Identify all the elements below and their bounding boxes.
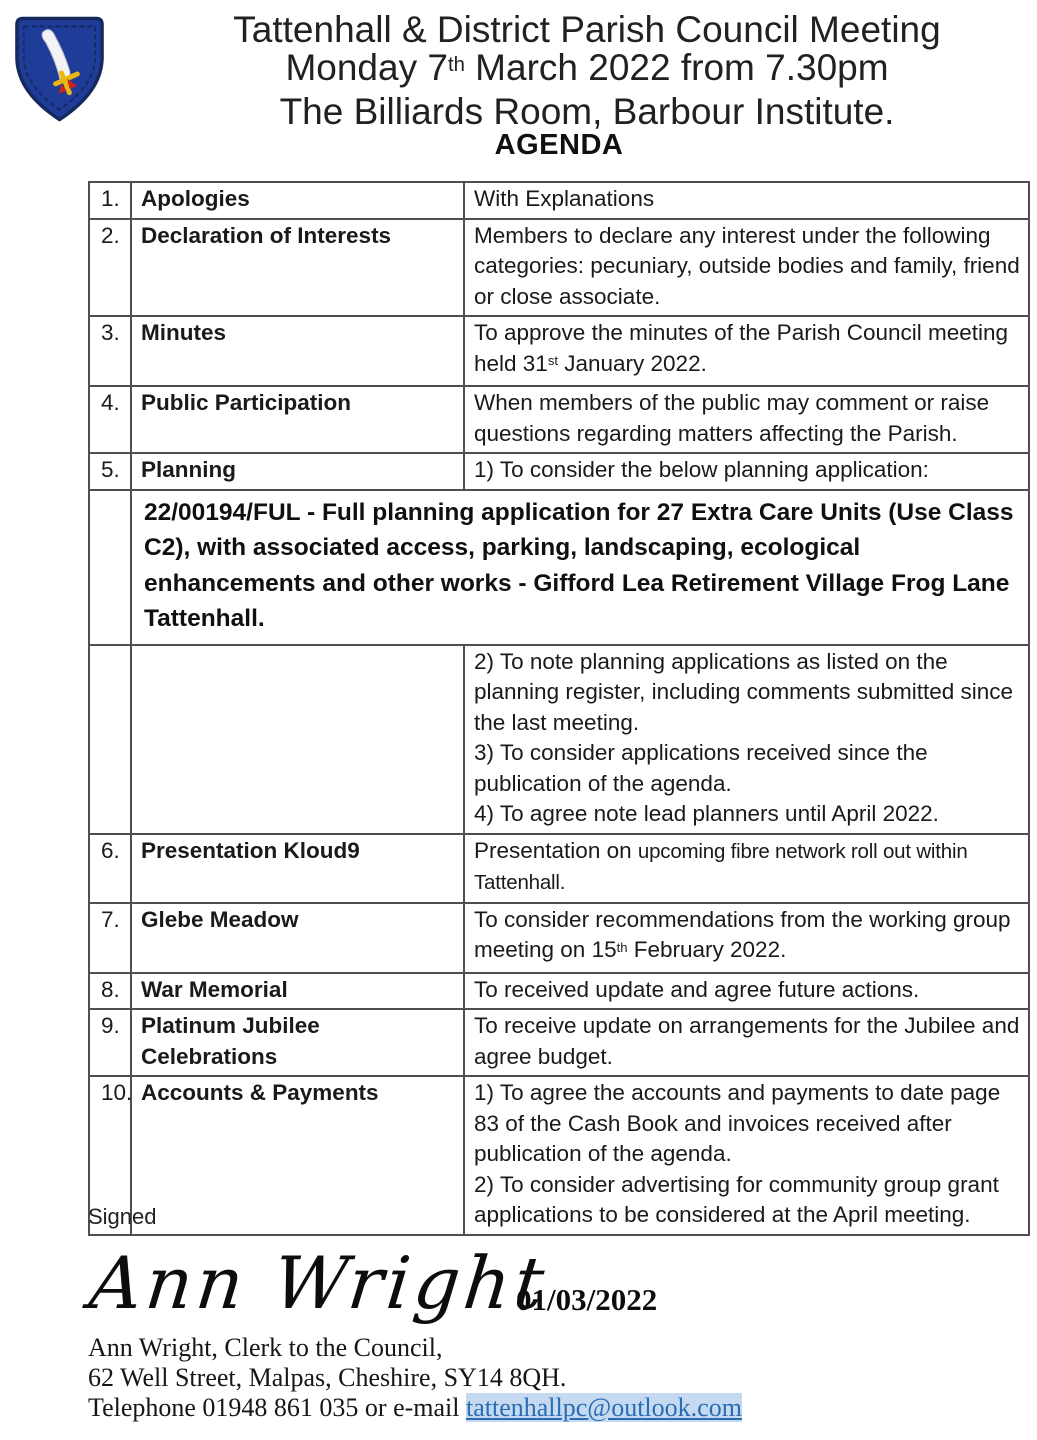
item-number: 1. [89,182,131,219]
table-row-presentation-kloud9 [89,834,1029,903]
desc-paragraph: 1) To agree the accounts and payments to date page 83 of the Cash Book and invoices received after publication of the agenda. [474,1080,1001,1166]
desc-paragraph: 3) To consider applications received since the publication of the agenda. [474,740,928,796]
agenda-table [88,181,1030,1236]
item-desc: 1) To consider the below planning application: [464,453,1029,490]
item-number: 7. [89,903,131,973]
telephone-line: Telephone 01948 861 035 or e-mail tattenhallpc@outlook.com [88,1393,742,1422]
item-title: Glebe Meadow [131,903,464,973]
desc-paragraph: 4) To agree note lead planners until April 2022. [474,801,939,826]
item-title: Minutes [131,316,464,386]
table-row-minutes [89,316,1029,386]
desc-paragraph: 2) To consider advertising for community group grant applications to be considered at the April meeting. [474,1171,999,1227]
signature-date: 01/03/2022 [516,1282,658,1317]
date-ordinal-superscript: st [547,353,558,369]
agenda-heading: AGENDA [494,129,624,161]
email-link[interactable]: tattenhallpc@outlook.com [465,1393,742,1422]
item-title [131,645,464,834]
item-number: 9. [89,1009,131,1076]
clerk-line: Ann Wright, Clerk to the Council, [88,1333,443,1362]
item-desc: To approve the minutes of the Parish Council meeting held 31st January 2022. [464,316,1029,386]
date-ordinal-superscript: th [616,939,628,955]
table-row-planning-application [89,490,1029,645]
item-number: 4. [89,386,131,453]
item-title: Declaration of Interests [131,219,464,317]
item-number: 5. [89,453,131,490]
planning-application-text: 22/00194/FUL - Full planning application for 27 Extra Care Units (Use Class C2), with associated access, parking, landscaping, ecological enhancements and other works - Gifford Lea Retirement Village Frog Lane Tattenhall. [131,490,1029,645]
item-desc: Members to declare any interest under the following categories: pecuniary, outside bodies and family, friend or close associate. [464,219,1029,317]
table-row-planning [89,453,1029,490]
item-desc [464,1076,1029,1235]
contact-block [88,1333,742,1423]
parish-crest-logo [10,15,109,123]
item-title: Planning [131,453,464,490]
item-number [89,490,131,645]
item-number: 2. [89,219,131,317]
item-title: Accounts & Payments [131,1076,464,1235]
item-title: Apologies [131,182,464,219]
table-row-planning-continued [89,645,1029,834]
item-number [89,645,131,834]
table-row-apologies [89,182,1029,219]
table-row-platinum-jubilee [89,1009,1029,1076]
title-line-2: Monday 7th March 2022 from 7.30pm [285,47,889,88]
date-ordinal-superscript: th [447,53,465,76]
table-row-accounts-payments [89,1076,1029,1235]
item-number: 10. [89,1076,131,1235]
handwritten-signature: Ann Wright [85,1241,552,1325]
item-number: 3. [89,316,131,386]
item-title: Platinum Jubilee Celebrations [131,1009,464,1076]
item-desc: With Explanations [464,182,1029,219]
item-title: War Memorial [131,973,464,1010]
title-line-1: Tattenhall & District Parish Council Meeting [233,9,941,50]
item-desc: To consider recommendations from the working group meeting on 15th February 2022. [464,903,1029,973]
table-row-glebe-meadow [89,903,1029,973]
table-row-public-participation [89,386,1029,453]
document-title [137,11,1037,131]
desc-paragraph: 2) To note planning applications as listed on the planning register, including comments submitted since the last meeting. [474,648,1014,735]
item-desc [464,645,1029,834]
item-number: 6. [89,834,131,903]
item-desc: To receive update on arrangements for the Jubilee and agree budget. [464,1009,1029,1076]
item-number: 8. [89,973,131,1010]
item-desc: When members of the public may comment or raise questions regarding matters affecting the Parish. [464,386,1029,453]
address-line: 62 Well Street, Malpas, Cheshire, SY14 8QH. [88,1363,567,1392]
signed-label: Signed [88,1204,157,1229]
title-line-3: The Billiards Room, Barbour Institute. [279,91,895,132]
table-row-war-memorial [89,973,1029,1010]
item-title: Presentation Kloud9 [131,834,464,903]
item-desc: To received update and agree future actions. [464,973,1029,1010]
item-title: Public Participation [131,386,464,453]
item-desc: Presentation on upcoming fibre network roll out within Tattenhall. [464,834,1029,903]
table-row-declaration-of-interests [89,219,1029,317]
